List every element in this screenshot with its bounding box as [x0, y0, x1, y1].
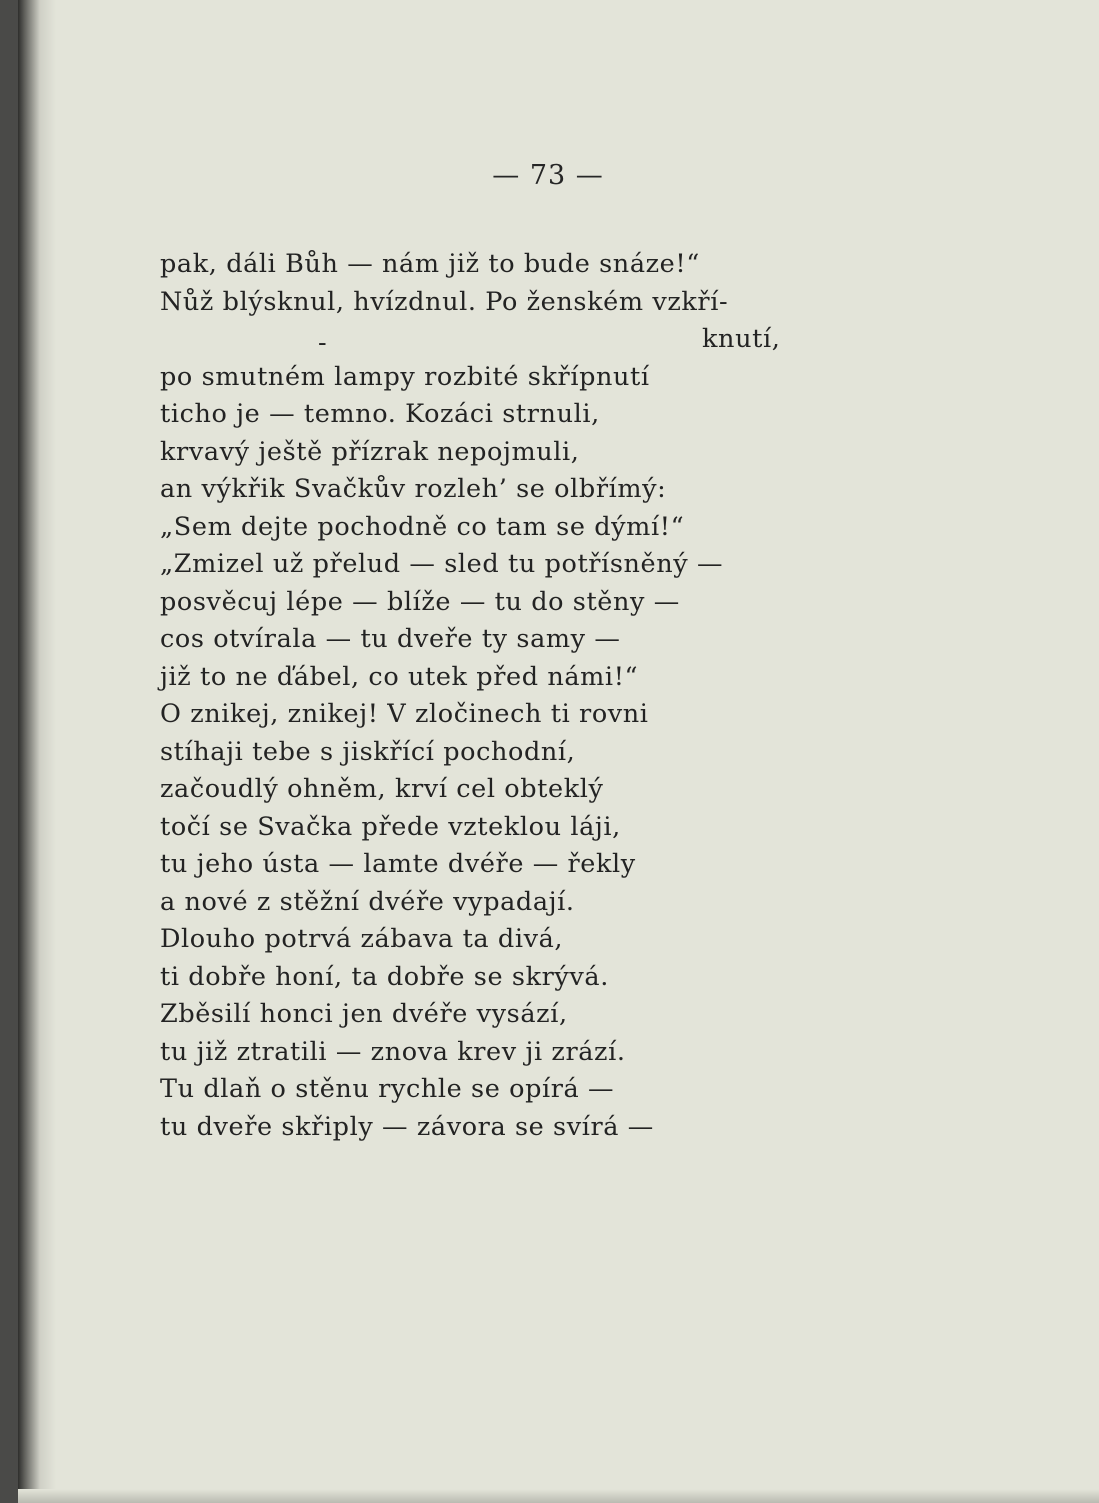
- poem-line: Dlouho potrvá zábava ta divá,: [160, 924, 564, 954]
- poem-line: Nůž blýsknul, hvízdnul. Po ženském vzkří-: [160, 286, 729, 317]
- page-number: — 73 —: [492, 160, 604, 191]
- poem-line: a nové z stěžní dvéře vypadají.: [160, 886, 575, 917]
- page-bottom-edge: [18, 1489, 1099, 1503]
- poem-line: po smutném lampy rozbité skřípnutí: [160, 361, 650, 392]
- poem-line: tu již ztratili — znova krev ji zrází.: [160, 1036, 626, 1067]
- poem-line: začoudlý ohněm, krví cel obteklý: [160, 774, 604, 804]
- poem-line: krvavý ještě přízrak nepojmuli,: [160, 436, 580, 467]
- printer-mark: -: [318, 328, 328, 358]
- poem-line: ticho je — temno. Kozáci strnuli,: [160, 399, 600, 429]
- continuation-text: knutí,: [702, 324, 781, 354]
- book-page: [18, 0, 1099, 1503]
- poem-line: tu jeho ústa — lamte dvéře — řekly: [160, 849, 636, 879]
- poem-line: an výkřik Svačkův rozleh’ se olbřímý:: [160, 474, 667, 504]
- poem-line: ti dobře honí, ta dobře se skrývá.: [160, 961, 609, 992]
- poem-line: pak, dáli Bůh — nám již to bude snáze!“: [160, 249, 700, 279]
- poem-line: Tu dlaň o stěnu rychle se opírá —: [160, 1074, 615, 1104]
- poem-text: [160, 246, 920, 1146]
- poem-line: Zběsilí honci jen dvéře vysází,: [160, 999, 568, 1029]
- binding-gutter: [18, 0, 56, 1503]
- poem-line: stíhaji tebe s jiskřící pochodní,: [160, 736, 576, 767]
- poem-line: cos otvírala — tu dveře ty samy —: [160, 624, 621, 654]
- poem-line: O znikej, znikej! V zločinech ti rovni: [160, 699, 649, 729]
- poem-line: tu dveře skřiply — závora se svírá —: [160, 1111, 654, 1142]
- poem-line-continuation: [160, 321, 920, 359]
- poem-line: točí se Svačka přede vzteklou láji,: [160, 811, 621, 842]
- poem-line: posvěcuj lépe — blíže — tu do stěny —: [160, 586, 680, 617]
- poem-line: „Sem dejte pochodně co tam se dýmí!“: [160, 511, 685, 542]
- poem-line: již to ne ďábel, co utek před námi!“: [160, 661, 639, 692]
- poem-line: „Zmizel už přelud — sled tu potřísněný —: [160, 549, 724, 579]
